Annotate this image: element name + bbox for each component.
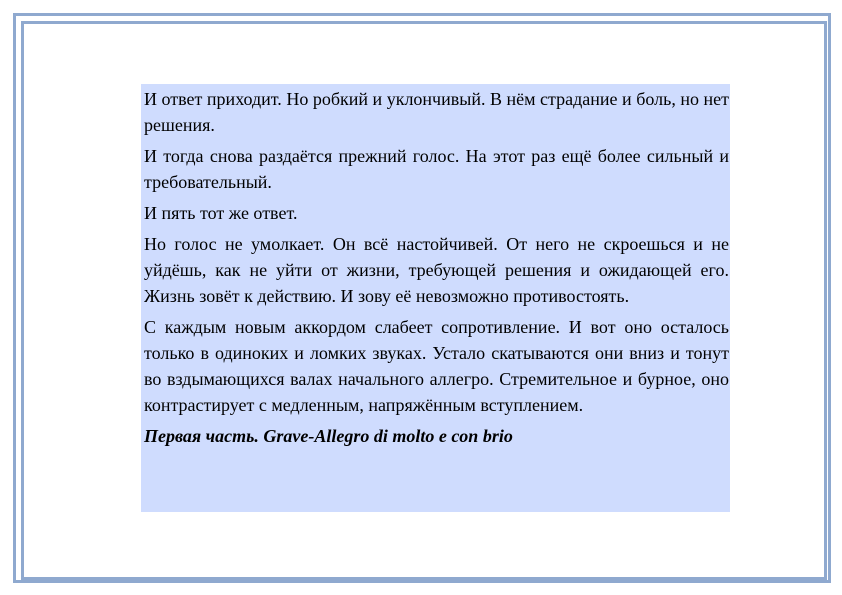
text-box: [141, 84, 730, 512]
paragraph-1: И ответ приходит. Но робкий и уклончивый. В нём страдание и боль, но нет решения.: [144, 89, 729, 135]
paragraph-2: И тогда снова раздаётся прежний голос. На этот раз ещё более сильный и требовательный.: [144, 146, 729, 192]
paragraph-5: С каждым новым аккордом слабеет сопротивление. И вот оно осталось только в одиноких и ломких звуках. Устало скатываются они вниз и тонут во вздымающихся валах начального аллегро. Стремительное и бурное, оно контрастирует с медленным, напряжённым вступлением.: [144, 317, 729, 415]
paragraph-4: Но голос не умолкает. Он всё настойчивей. От него не скроешься и не уйдёшь, как не уйти от жизни, требующей решения и ожидающей его. Жизнь зовёт к действию. И зову её невозможно противостоять.: [144, 234, 729, 306]
paragraph-3: И пять тот же ответ.: [144, 203, 298, 223]
movement-heading: Первая часть. Grave-Allegro di molto e con brio: [144, 426, 513, 446]
